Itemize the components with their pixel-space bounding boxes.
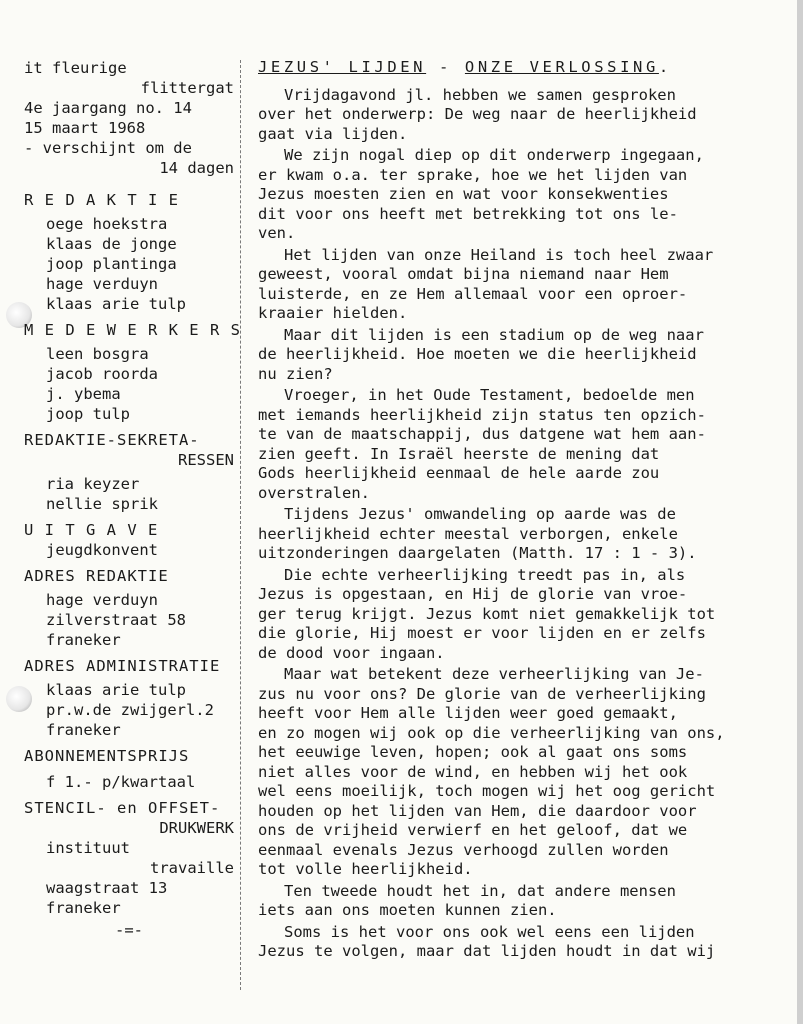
article-line: Vroeger, in het Oude Testament, bedoelde men	[284, 386, 695, 404]
medewerker: j. ybema	[46, 385, 121, 403]
druk-heading-2: DRUKWERK	[159, 819, 234, 837]
redaktie-member: klaas arie tulp	[46, 295, 186, 313]
article-line: We zijn nogal diep op dit onderwerp ingegaan,	[284, 146, 704, 164]
colophon-column	[24, 58, 241, 940]
article-line: Vrijdagavond jl. hebben we samen gesproken	[284, 85, 676, 104]
article-line: iets aan ons moeten kunnen zien.	[258, 901, 557, 919]
article-line: overstralen.	[258, 483, 370, 502]
masthead-name-1: it fleurige	[24, 59, 127, 77]
article-line: die glorie, Hij moest er voor lijden en er zelfs	[258, 624, 706, 642]
article-line: Jezus te volgen, maar dat lijden houdt in dat wij	[258, 942, 716, 960]
medewerker: joop tulp	[46, 405, 130, 423]
article-line: dit voor ons heeft met betrekking tot ons le-	[258, 204, 678, 223]
uitgave-value: jeugdkonvent	[46, 541, 158, 559]
article-paragraph	[258, 665, 770, 880]
medewerker: leen bosgra	[46, 345, 149, 363]
article-line: zien geeft. In Israël heerste de mening dat	[258, 444, 660, 463]
article-line: het eeuwige leven, hopen; ook al gaat ons soms	[258, 743, 688, 761]
address-line: pr.w.de zwijgerl.2	[46, 701, 214, 719]
article-paragraph	[258, 505, 770, 564]
article-line: niet alles voor de wind, en hebben wij het ook	[258, 762, 688, 781]
article-title	[258, 58, 770, 78]
article-line: Ten tweede houdt het in, dat andere mensen	[284, 881, 676, 900]
article-line: zus nu voor ons? De glorie van de verheerlijking	[258, 684, 706, 703]
medewerkers-list	[24, 344, 234, 424]
redaktie-list	[24, 214, 234, 314]
sekretaresse: ria keyzer	[46, 475, 140, 493]
medewerkers-heading: M E D E W E R K E R S	[24, 321, 241, 339]
masthead-issue: 4e jaargang no. 14	[24, 99, 192, 117]
article-line: over het onderwerp: De weg naar de heerlijkheid	[258, 105, 697, 123]
article-line: ger terug krijgt. Jezus komt niet gemakkelijk tot	[258, 604, 716, 623]
article-line: er kwam o.a. ter sprake, hoe we het lijden van	[258, 165, 688, 184]
article-line: met iemands heerlijkheid zijn status ten opzich-	[258, 405, 706, 424]
article-line: Maar wat betekent deze verheerlijking van Je-	[284, 665, 704, 683]
address-line: franeker	[46, 631, 121, 649]
article-paragraph	[258, 923, 770, 962]
masthead-name-2: flittergat	[140, 79, 234, 97]
article-line: Soms is het voor ons ook wel eens een lijden	[284, 922, 695, 941]
article-paragraph	[258, 882, 770, 921]
redaktie-member: klaas de jonge	[46, 235, 177, 253]
column-divider	[240, 60, 241, 990]
article-line: uitzonderingen daargelaten (Matth. 17 : 1 - 3).	[258, 544, 697, 562]
article-line: heeft voor Hem alle lijden weer goed gemaakt,	[258, 704, 678, 722]
sekretaressen-heading-2: RESSEN	[178, 451, 234, 469]
redaktie-member: joop plantinga	[46, 255, 177, 273]
article-paragraph	[258, 146, 770, 244]
article-line: ven.	[258, 224, 296, 242]
masthead-frequency-1: - verschijnt om de	[24, 139, 192, 157]
redaktie-member: oege hoekstra	[46, 215, 168, 233]
druk-heading-1: STENCIL- en OFFSET-	[24, 799, 221, 817]
article-line: wel eens moeilijk, toch mogen wij het oog gericht	[258, 782, 716, 800]
druk-line: franeker	[46, 899, 121, 917]
druk-line: instituut	[46, 839, 130, 857]
article-body	[258, 86, 770, 962]
article-column	[258, 58, 770, 962]
article-paragraph	[258, 386, 770, 503]
article-line: en zo mogen wij ook op die verheerlijking van ons,	[258, 723, 725, 742]
article-line: geweest, vooral omdat bijna niemand naar Hem	[258, 265, 669, 283]
masthead-date: 15 maart 1968	[24, 119, 146, 137]
article-line: Het lijden van onze Heiland is toch heel zwaar	[284, 245, 714, 264]
address-line: hage verduyn	[46, 591, 158, 609]
sekretaressen-list	[24, 474, 234, 514]
article-line: houden op het lijden van Hem, die daardoor voor	[258, 801, 697, 820]
article-paragraph	[258, 326, 770, 385]
abonnement-value: f 1.- p/kwartaal	[46, 773, 196, 791]
article-line: ons de vrijheid verwierf en het geloof, dat we	[258, 821, 688, 839]
adres-admin	[24, 680, 234, 740]
sekretaressen-heading-1: REDAKTIE-SEKRETA-	[24, 431, 200, 449]
article-line: Jezus is opgestaan, en Hij de glorie van vroe-	[258, 585, 688, 603]
article-title-end: .	[658, 58, 672, 76]
redaktie-member: hage verduyn	[46, 275, 158, 293]
article-paragraph	[258, 86, 770, 145]
article-line: kraaier hielden.	[258, 304, 408, 322]
article-line: eenmaal evenals Jezus verhoogd zullen worden	[258, 840, 669, 859]
address-line: klaas arie tulp	[46, 681, 186, 699]
uitgave-heading: U I T G A V E	[24, 521, 159, 539]
article-paragraph	[258, 566, 770, 664]
article-line: tot volle heerlijkheid.	[258, 860, 473, 878]
address-line: franeker	[46, 721, 121, 739]
druk-line: waagstraat 13	[46, 879, 168, 897]
medewerker: jacob roorda	[46, 365, 158, 383]
adres-redaktie-heading: ADRES REDAKTIE	[24, 567, 169, 585]
article-line: Gods heerlijkheid eenmaal de hele aarde zou	[258, 464, 660, 482]
article-title-part1: JEZUS' LIJDEN	[258, 58, 427, 76]
article-line: de heerlijkheid. Hoe moeten we die heerlijkheid	[258, 345, 697, 363]
article-line: Tijdens Jezus' omwandeling op aarde was de	[284, 505, 676, 523]
page-edge	[797, 0, 803, 1024]
article-line: gaat via lijden.	[258, 124, 408, 143]
address-line: zilverstraat 58	[46, 611, 186, 629]
article-line: luisterde, en ze Hem allemaal voor een oproer-	[258, 284, 688, 303]
end-mark: -=-	[115, 921, 143, 939]
article-line: Die echte verheerlijking treedt pas in, als	[284, 565, 686, 584]
adres-redaktie	[24, 590, 234, 650]
article-line: nu zien?	[258, 364, 333, 383]
redaktie-heading: R E D A K T I E	[24, 191, 179, 209]
druk-line: travaille	[150, 859, 234, 877]
article-line: te van de maatschappij, dus datgene wat hem aan-	[258, 425, 706, 443]
abonnement-heading: ABONNEMENTSPRIJS	[24, 747, 190, 765]
article-line: Maar dit lijden is een stadium op de weg naar	[284, 325, 704, 344]
article-line: Jezus moesten zien en wat voor konsekwenties	[258, 185, 669, 203]
article-paragraph	[258, 246, 770, 324]
article-line: de dood voor ingaan.	[258, 643, 445, 662]
masthead-frequency-2: 14 dagen	[159, 159, 234, 177]
sekretaresse: nellie sprik	[46, 495, 158, 513]
article-title-sep: -	[426, 58, 465, 76]
adres-admin-heading: ADRES ADMINISTRATIE	[24, 657, 221, 675]
article-title-part2: ONZE VERLOSSING	[464, 58, 659, 76]
article-line: heerlijkheid echter meestal verborgen, enkele	[258, 524, 678, 543]
